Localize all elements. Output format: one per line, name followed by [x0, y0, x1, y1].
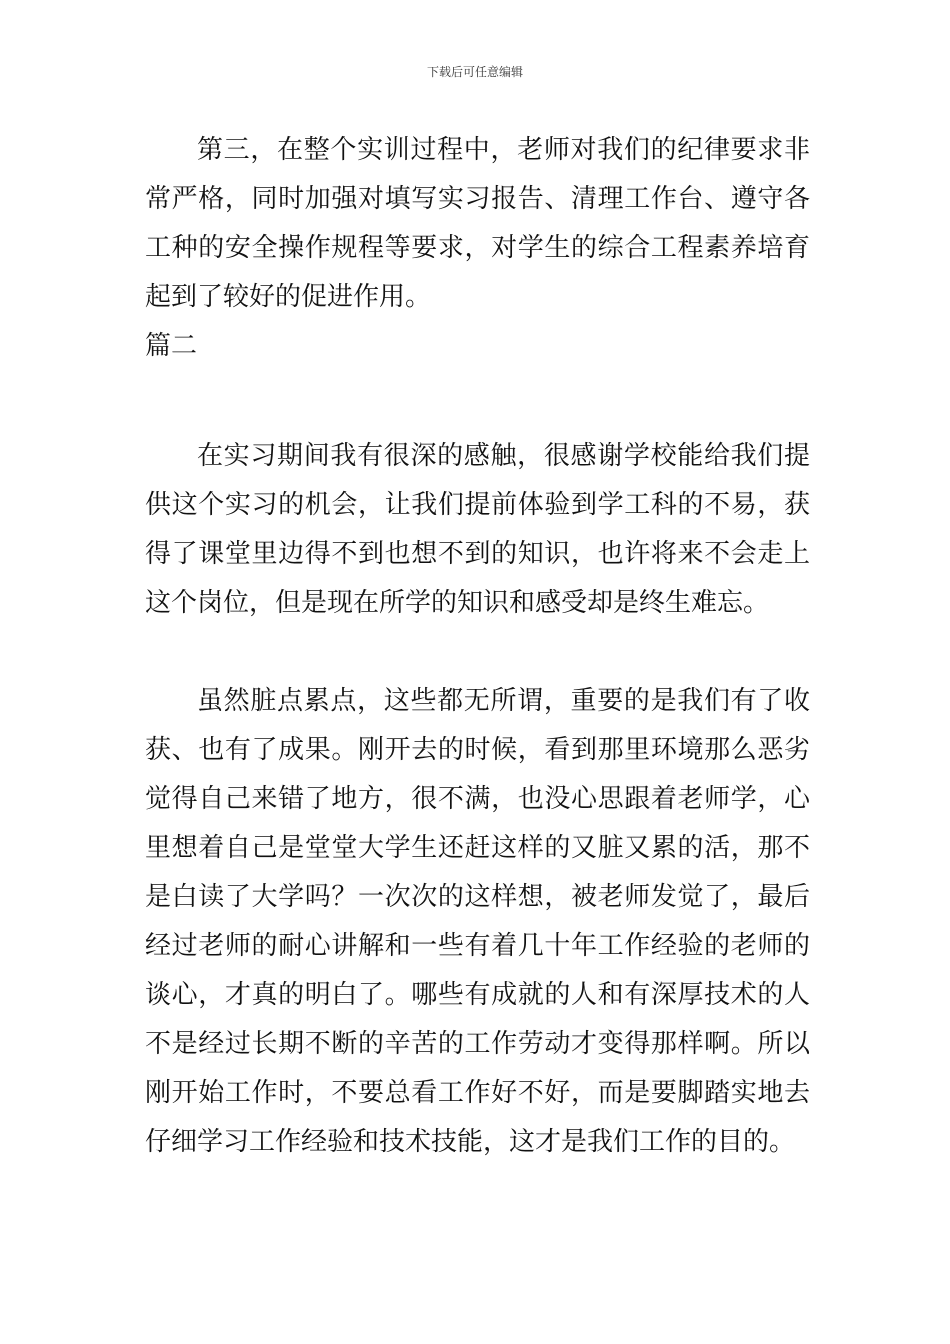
paragraph-internship-feelings: 在实习期间我有很深的感触，很感谢学校能给我们提供这个实习的机会，让我们提前体验到学工科的不易，获得了课堂里边得不到也想不到的知识，也许将来不会走上这个岗位，但是现在所学的知识和感受却是终生难忘。	[145, 441, 810, 618]
page-header: 下载后可任意编辑	[426, 65, 523, 79]
spacer	[145, 628, 810, 677]
spacer	[145, 371, 810, 432]
paragraph-discipline: 第三，在整个实训过程中，老师对我们的纪律要求非常严格，同时加强对填写实习报告、清理工作台、遵守各工种的安全操作规程等要求，对学生的综合工程素养培育起到了较好的促进作用。	[145, 135, 810, 312]
document-body	[145, 126, 810, 1167]
paragraph-gains: 虽然脏点累点，这些都无所谓，重要的是我们有了收获、也有了成果。刚开去的时候，看到那里环境那么恶劣觉得自己来错了地方，很不满，也没心思跟着老师学，心里想着自己是堂堂大学生还赶这样的又脏又累的活，那不是白读了大学吗？一次次的这样想，被老师发觉了，最后经过老师的耐心讲解和一些有着几十年工作经验的老师的谈心，才真的明白了。哪些有成就的人和有深厚技术的人不是经过长期不断的辛苦的工作劳动才变得那样啊。所以刚开始工作时，不要总看工作好不好，而是要脚踏实地去仔细学习工作经验和技术技能，这才是我们工作的目的。	[145, 686, 810, 1157]
section-heading: 篇二	[145, 331, 198, 361]
